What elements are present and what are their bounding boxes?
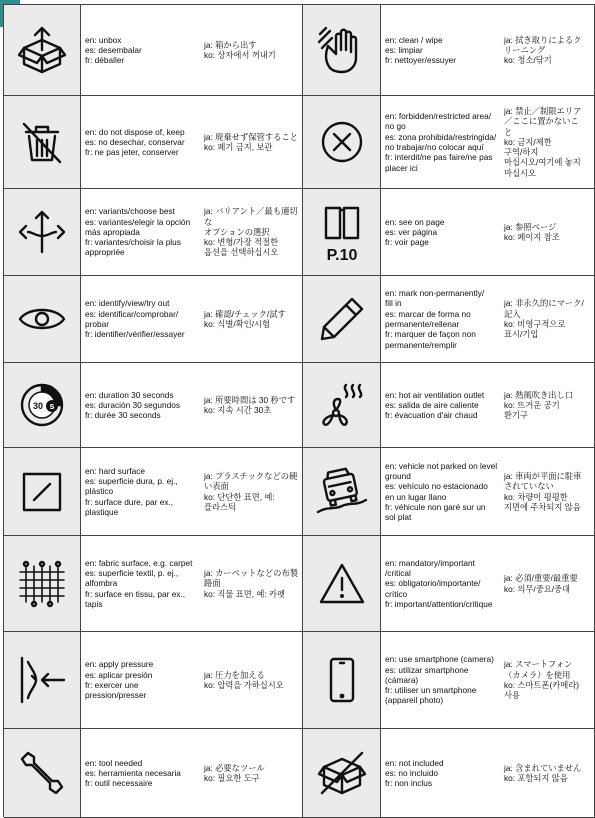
text-ja: ja: 必要なツール <box>204 762 265 773</box>
text-es: es: obligatorio/importante/ crítico <box>385 578 481 599</box>
text-fr: fr: variantes/choisir la plus appropriée <box>85 237 181 258</box>
text-ko: ko: 페이지 참조 <box>504 232 560 242</box>
text-ko: ko: 포함되지 않음 <box>504 773 568 783</box>
text-fr: fr: surface en tissu, par ex., tapis <box>85 588 186 609</box>
text-en: en: clean / wipe <box>385 34 443 45</box>
table-row <box>4 632 595 729</box>
timer-unit: s <box>49 401 55 411</box>
apply-pressure-icon <box>4 632 81 729</box>
variants-icon <box>4 189 81 276</box>
text-ko: ko: 비영구적으로 표시/기입 <box>504 319 566 340</box>
symbol-description <box>81 276 303 363</box>
text-ja: ja: 含まれていません <box>504 762 582 773</box>
text-fr: fr: durée 30 seconds <box>85 410 161 421</box>
text-es: es: zona prohibida/restringida/ no trabajar/no colocar aquí <box>385 131 497 152</box>
text-en: en: variants/choose best <box>85 206 175 217</box>
symbol-description <box>381 448 595 536</box>
text-ja: ja: 非永久的にマーク/ 記入 <box>504 298 584 319</box>
symbol-description <box>81 632 303 729</box>
see-page-icon <box>303 189 381 276</box>
text-en: en: identify/view/try out <box>85 298 170 309</box>
text-ja: ja: スマートフォン （カメラ）を使用 <box>504 659 573 680</box>
symbol-description <box>381 536 595 632</box>
table-row <box>4 448 595 536</box>
symbol-description <box>381 363 595 448</box>
symbol-description <box>381 5 595 96</box>
text-es: es: duración 30 segundos <box>85 399 181 410</box>
text-ja: ja: 所要時間は 30 秒です <box>204 394 296 405</box>
text-es: es: variantes/elegir la opción más apropiada <box>85 216 191 237</box>
symbol-description <box>81 5 303 96</box>
text-es: es: ver página <box>385 226 438 237</box>
text-es: es: superficie dura, p. ej., plástico <box>85 476 178 497</box>
symbol-description <box>381 276 595 363</box>
timer-value: 30 <box>32 401 44 411</box>
text-ko: ko: 단단한 표면, 예: 플라스틱 <box>204 491 275 512</box>
text-ko: ko: 금지/제한 구역/하지 마십시오/여기에 놓지 마십시오 <box>504 136 581 178</box>
hot-air-fan-icon <box>303 363 381 448</box>
vehicle-not-level-icon <box>303 448 381 536</box>
text-ja: ja: バリアント／最も適切 な オプションの選択 <box>204 206 298 237</box>
symbol-description <box>381 729 595 818</box>
symbol-description <box>81 448 303 536</box>
symbol-description <box>81 729 303 818</box>
text-ko: ko: 지속 시간 30초 <box>204 405 272 415</box>
table-row <box>4 536 595 632</box>
text-es: es: limpiar <box>385 44 423 55</box>
table-row <box>4 729 595 818</box>
text-en: en: tool needed <box>85 757 143 768</box>
text-fr: fr: ne pas jeter, conserver <box>85 147 179 158</box>
symbol-description <box>81 536 303 632</box>
text-es: es: identificar/comprobar/ probar <box>85 308 179 329</box>
wrench-icon <box>4 729 81 818</box>
text-ja: ja: 禁止／制限エリア ／ここに置かないこ と <box>504 105 582 137</box>
text-ja: ja: 拭き取りによるク リーニング <box>504 34 582 55</box>
text-en: en: hot air ventilation outlet <box>385 389 485 400</box>
table-row <box>4 363 595 448</box>
text-fr: fr: marquer de façon non permanente/remplir <box>385 329 476 350</box>
text-ko: ko: 청소/닦기 <box>504 55 552 66</box>
symbol-legend-table <box>3 4 595 817</box>
text-fr: fr: exercer une pression/presser <box>85 680 147 701</box>
symbol-description <box>81 363 303 448</box>
symbol-description <box>381 189 595 276</box>
text-es: es: utilizar smartphone (cámara) <box>385 664 469 685</box>
text-ja: ja: 参照ページ <box>504 221 557 232</box>
symbol-description <box>81 189 303 276</box>
page-number-label: P.10 <box>326 247 357 262</box>
text-en: en: not included <box>385 757 444 768</box>
text-ja: ja: 廃棄せず保管すること <box>204 131 299 142</box>
hard-surface-icon <box>4 448 81 536</box>
text-fr: fr: déballer <box>85 55 125 66</box>
text-ja: ja: プラスチックなどの硬 い表面 <box>204 470 298 492</box>
clean-wipe-icon <box>303 5 381 96</box>
forbidden-icon <box>303 96 381 189</box>
text-ko: ko: 뜨거운 공기 환기구 <box>504 399 560 421</box>
text-es: es: salida de aire caliente <box>385 399 479 410</box>
text-es: es: no desechar, conservar <box>85 136 185 147</box>
table-row <box>4 189 595 276</box>
text-es: es: vehículo no estacionado en un lugar llano <box>385 481 488 502</box>
text-en: en: mark non-permanently/ fill in <box>385 288 485 309</box>
text-en: en: hard surface <box>85 465 145 476</box>
text-fr: fr: identifier/vérifier/essayer <box>85 329 185 340</box>
text-fr: fr: surface dure, par ex., plastique <box>85 496 174 517</box>
text-ko: ko: 스마트폰(카메라) 사용 <box>504 680 580 701</box>
text-en: en: fabric surface, e.g. carpet <box>85 557 193 568</box>
text-es: es: no incluido <box>385 767 439 778</box>
text-es: es: aplicar presión <box>85 669 153 680</box>
symbol-description <box>381 96 595 189</box>
text-es: es: superficie textil, p. ej., alfombra <box>85 568 179 589</box>
text-en: en: mandatory/important /critical <box>385 557 475 579</box>
text-en: en: forbidden/restricted area/ no go <box>385 111 492 132</box>
text-fr: fr: outil necessaire <box>85 778 153 789</box>
text-es: es: marcar de forma no permanente/rellenar <box>385 308 471 329</box>
text-ja: ja: 必須/重要/最重要 <box>504 573 578 584</box>
smartphone-icon <box>303 632 381 729</box>
text-en: en: apply pressure <box>85 659 154 670</box>
not-included-icon <box>303 729 381 818</box>
text-ja: ja: 車両が平面に駐車 されていない <box>504 470 582 492</box>
text-fr: fr: véhicule non garé sur un sol plat <box>385 501 486 523</box>
text-fr: fr: évacuation d'air chaud <box>385 410 478 421</box>
text-en: en: unbox <box>85 34 122 45</box>
table-row <box>4 276 595 363</box>
text-fr: fr: interdit/ne pas faire/ne pas placer ici <box>385 152 493 173</box>
text-es: es: desembalar <box>85 44 142 55</box>
text-fr: fr: important/attention/critique <box>385 598 493 609</box>
text-fr: fr: non inclus <box>385 778 433 789</box>
text-fr: fr: utiliser un smartphone (appareil photo) <box>385 685 477 706</box>
text-ko: ko: 식별/확인/시험 <box>204 319 271 329</box>
text-fr: fr: nettoyer/essuyer <box>385 55 457 66</box>
text-en: en: vehicle not parked on level ground <box>385 460 498 481</box>
text-ko: ko: 상자에서 꺼내기 <box>204 50 276 60</box>
text-ko: ko: 압력을 가하십시오 <box>204 680 284 690</box>
text-en: en: use smartphone (camera) <box>385 654 494 665</box>
text-ko: ko: 필요한 도구 <box>204 773 260 783</box>
do-not-dispose-icon <box>4 96 81 189</box>
symbol-description <box>381 632 595 729</box>
symbol-description <box>81 96 303 189</box>
unbox-icon <box>4 5 81 96</box>
text-ja: ja: 圧力を加える <box>204 669 265 680</box>
text-ja: ja: 熱風吹き出し口 <box>504 389 574 400</box>
text-ko: ko: 폐기 금지, 보관 <box>204 142 273 152</box>
text-ja: ja: カーペットなどの布製 路面 <box>204 568 299 589</box>
warning-icon <box>303 536 381 632</box>
text-es: es: herramienta necesaria <box>85 767 181 778</box>
text-ja: ja: 確認/チェック/試す <box>204 308 286 319</box>
text-ko: ko: 차량이 평평한 지면에 주차되지 않음 <box>504 491 581 512</box>
eye-icon <box>4 276 81 363</box>
text-ko: ko: 변형/가장 적절한 옵션을 선택하십시오 <box>204 237 279 258</box>
text-fr: fr: voir page <box>385 237 429 248</box>
text-ja: ja: 箱から出す <box>204 39 257 50</box>
table-row <box>4 96 595 189</box>
timer-30s-icon <box>4 363 81 448</box>
fabric-surface-icon <box>4 536 81 632</box>
text-en: en: do not dispose of, keep <box>85 126 185 137</box>
table-row <box>4 5 595 96</box>
text-ko: ko: 의무/중요/중대 <box>504 583 571 594</box>
text-ko: ko: 직물 표면, 예: 카펫 <box>204 588 286 599</box>
text-en: en: duration 30 seconds <box>85 389 174 400</box>
pencil-icon <box>303 276 381 363</box>
text-en: en: see on page <box>385 216 445 227</box>
